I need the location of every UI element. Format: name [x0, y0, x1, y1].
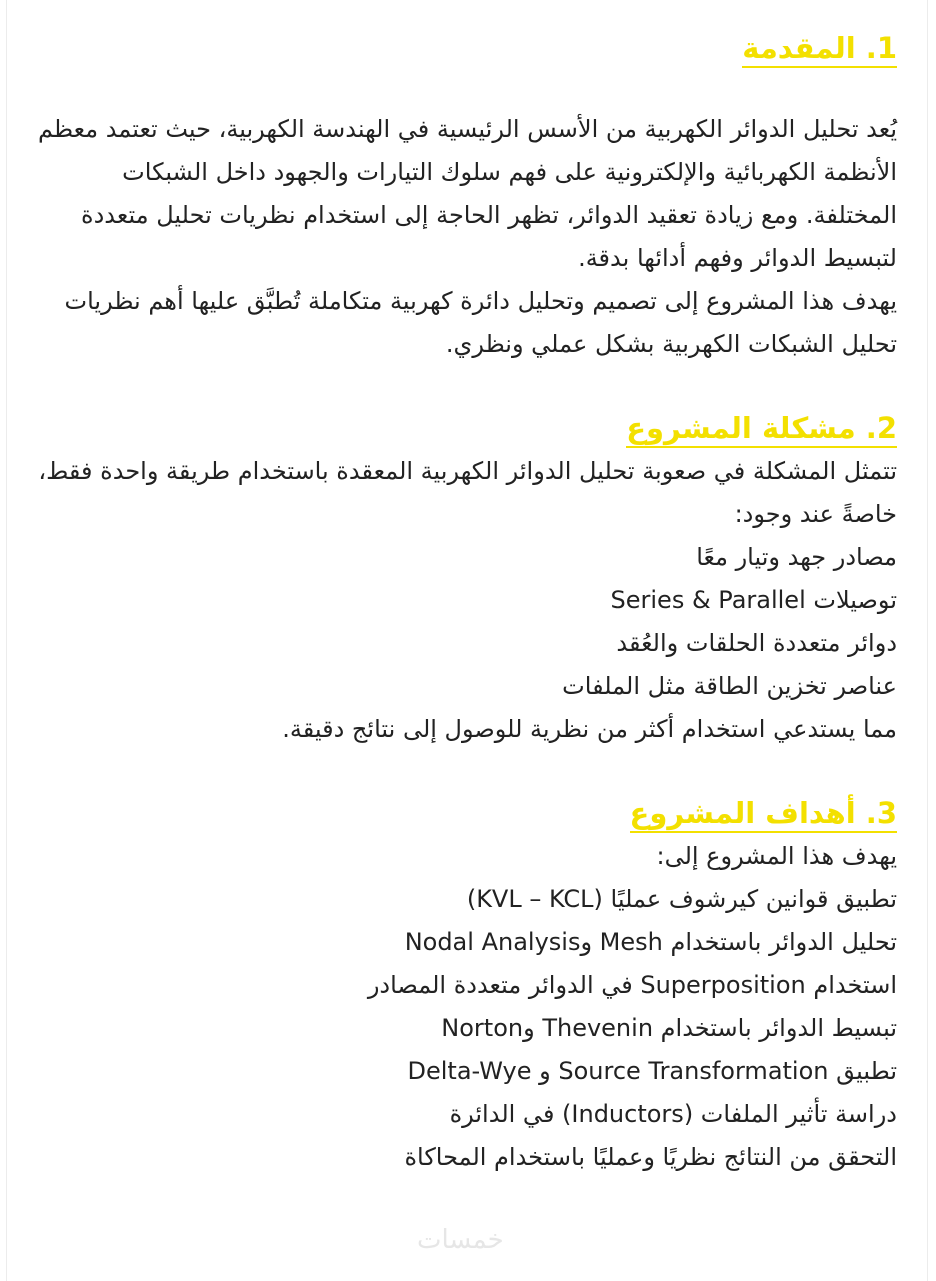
objective-list-item: استخدام Superposition في الدوائر متعددة المصادر	[367, 971, 897, 999]
section-title-objectives-text: 3. أهداف المشروع	[630, 796, 897, 833]
objective-list-item: تطبيق قوانين كيرشوف عمليًا (KVL – KCL)	[466, 885, 897, 913]
objectives-intro: يهدف هذا المشروع إلى:	[656, 842, 897, 870]
section-title-problem	[37, 406, 897, 450]
introduction-paragraph: يهدف هذا المشروع إلى تصميم وتحليل دائرة كهربية متكاملة تُطبَّق عليها أهم نظريات تحليل الشبكات الكهربية بشكل عملي ونظري.	[64, 287, 897, 358]
objective-list-item: تطبيق Source Transformation و Delta-Wye	[407, 1057, 897, 1085]
document-content	[37, 26, 897, 1179]
problem-list-item: دوائر متعددة الحلقات والعُقد	[616, 629, 897, 657]
problem-list-item: عناصر تخزين الطاقة مثل الملفات	[562, 672, 897, 700]
section-problem-body	[37, 450, 897, 751]
problem-list-item: مصادر جهد وتيار معًا	[696, 543, 897, 571]
section-title-introduction	[37, 26, 897, 70]
objective-list-item: التحقق من النتائج نظريًا وعمليًا باستخدام المحاكاة	[404, 1143, 897, 1171]
section-title-objectives	[37, 791, 897, 835]
section-title-introduction-text: 1. المقدمة	[742, 31, 897, 68]
problem-list-item: توصيلات Series & Parallel	[610, 586, 897, 614]
objective-list-item: تحليل الدوائر باستخدام Mesh وNodal Analysis	[404, 928, 897, 956]
watermark-logo: خمسات	[417, 1225, 504, 1255]
section-introduction-body	[37, 108, 897, 366]
document-page	[6, 0, 928, 1281]
problem-conclusion: مما يستدعي استخدام أكثر من نظرية للوصول إلى نتائج دقيقة.	[282, 715, 897, 743]
objective-list-item: دراسة تأثير الملفات (Inductors) في الدائرة	[449, 1100, 897, 1128]
problem-intro: تتمثل المشكلة في صعوبة تحليل الدوائر الكهربية المعقدة باستخدام طريقة واحدة فقط، خاصةً عند وجود:	[38, 457, 897, 528]
section-objectives-body	[37, 835, 897, 1179]
introduction-paragraph: يُعد تحليل الدوائر الكهربية من الأسس الرئيسية في الهندسة الكهربية، حيث تعتمد معظم الأنظمة الكهربائية والإلكترونية على فهم سلوك التيارات والجهود داخل الشبكات المختلفة. ومع زيادة تعقيد الدوائر، تظهر الحاجة إلى استخدام نظريات تحليل متعددة لتبسيط الدوائر وفهم أدائها بدقة.	[38, 115, 897, 272]
objective-list-item: تبسيط الدوائر باستخدام Thevenin وNorton	[441, 1014, 897, 1042]
section-title-problem-text: 2. مشكلة المشروع	[626, 411, 897, 448]
